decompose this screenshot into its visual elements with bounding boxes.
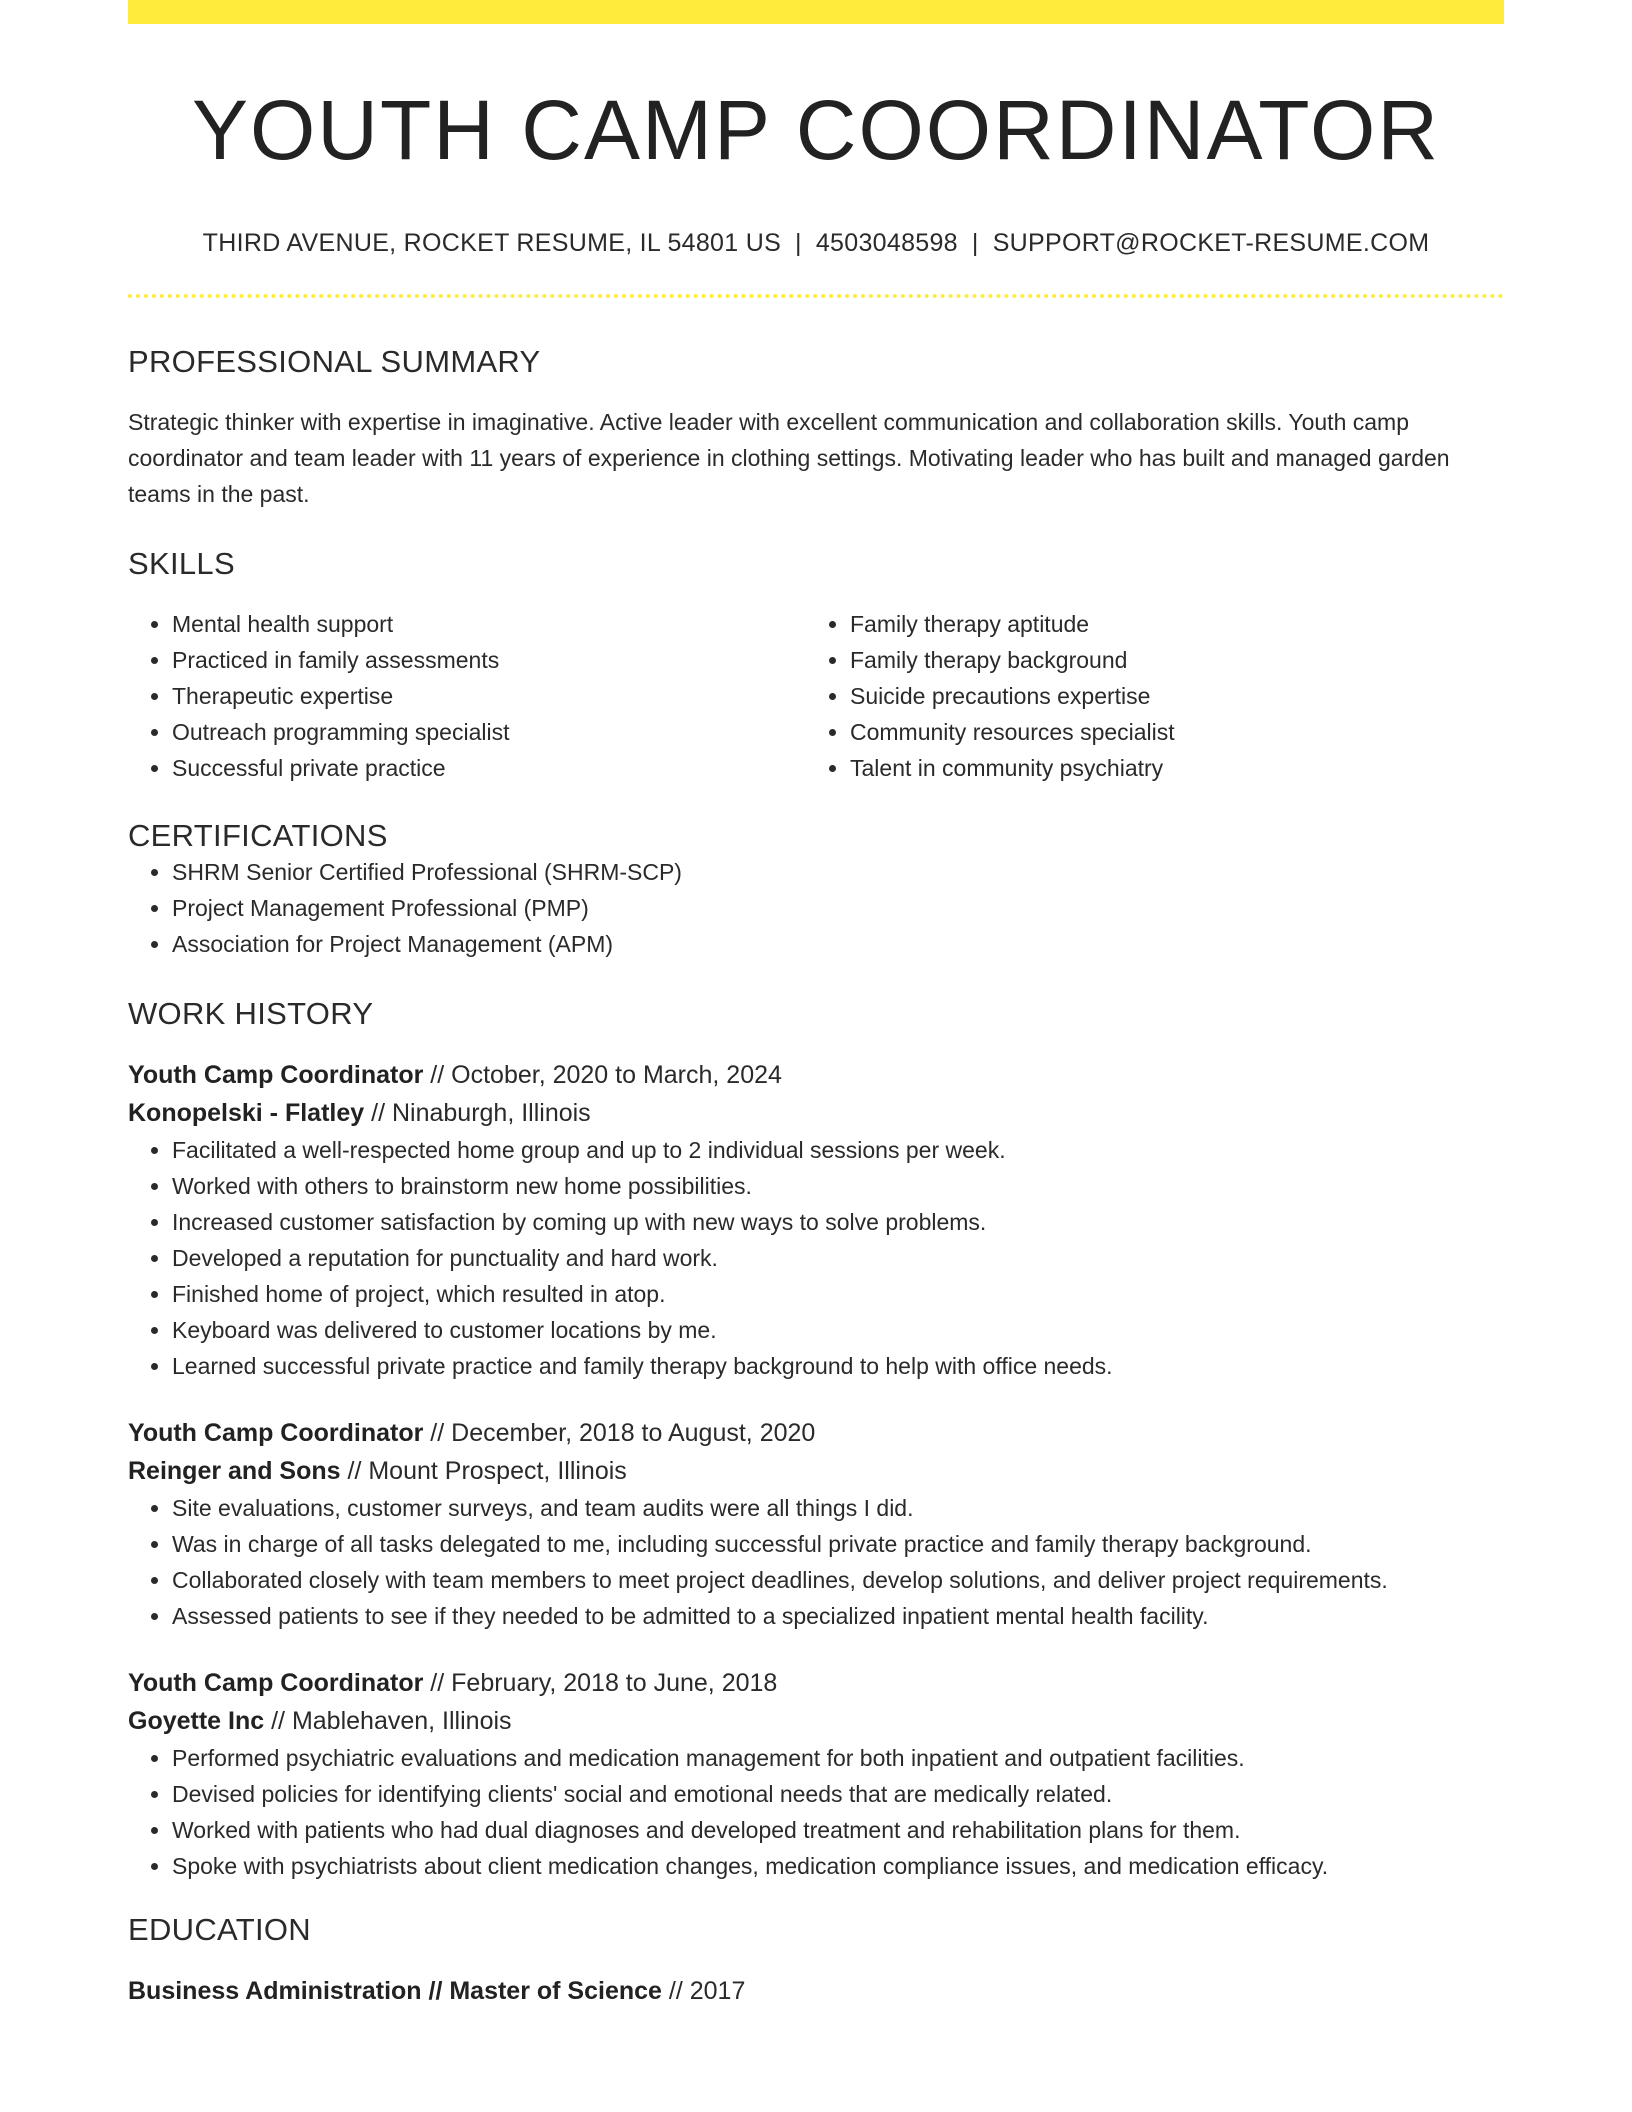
skills-list-left [128, 606, 806, 786]
skill-item: • Outreach programming specialist [172, 714, 806, 750]
skill-item: • Therapeutic expertise [172, 678, 806, 714]
education-entry [128, 1972, 1504, 2010]
job-divider: // [423, 1418, 452, 1447]
skill-item: • Community resources specialist [850, 714, 1484, 750]
job-divider: // [423, 1668, 452, 1697]
job-divider: // [364, 1098, 392, 1127]
education-heading: EDUCATION [128, 1911, 311, 1947]
job-location: Mablehaven, Illinois [291, 1706, 512, 1735]
job-divider: // [340, 1456, 369, 1485]
summary-text: Strategic thinker with expertise in imaginative. Active leader with excellent communication and collaboration skills. Youth camp coordinator and team leader with 11 years of experience in clothing settings. Motivating leader who has built and managed garden teams in the past. [128, 408, 1450, 507]
job-company: Reinger and Sons [128, 1456, 341, 1485]
job-bullet: • Devised policies for identifying clients' social and emotional needs that are medically related. [172, 1776, 1504, 1812]
skills-column-left [128, 606, 806, 786]
job-bullet: • Was in charge of all tasks delegated to me, including successful private practice and family therapy background. [172, 1526, 1504, 1562]
summary-heading: PROFESSIONAL SUMMARY [128, 343, 541, 379]
job-bullet: • Spoke with psychiatrists about client medication changes, medication compliance issues, and medication efficacy. [172, 1848, 1504, 1884]
certifications-list [128, 854, 1504, 962]
resume-page [128, 0, 1504, 2010]
job-bullets [128, 1740, 1504, 1884]
job-dates: December, 2018 to August, 2020 [451, 1418, 816, 1447]
job-entry [128, 1056, 1504, 1384]
contact-separator: | [971, 228, 979, 257]
skills-heading: SKILLS [128, 545, 235, 581]
skills-grid [128, 606, 1504, 786]
skill-item: • Suicide precautions expertise [850, 678, 1484, 714]
job-bullet: • Keyboard was delivered to customer locations by me. [172, 1312, 1504, 1348]
job-bullet: • Increased customer satisfaction by coming up with new ways to solve problems. [172, 1204, 1504, 1240]
certification-item: • Project Management Professional (PMP) [172, 890, 1504, 926]
job-title: Youth Camp Coordinator [128, 1418, 424, 1447]
job-bullet: • Finished home of project, which resulted in atop. [172, 1276, 1504, 1312]
skill-item: • Family therapy background [850, 642, 1484, 678]
skill-item: • Practiced in family assessments [172, 642, 806, 678]
accent-bar [128, 0, 1504, 24]
contact-address: THIRD AVENUE, ROCKET RESUME, IL 54801 US [202, 228, 782, 257]
education-divider: // [661, 1976, 690, 2005]
education-degree: Business Administration // Master of Science [128, 1976, 662, 2005]
contact-separator: | [795, 228, 802, 257]
work-history-heading: WORK HISTORY [128, 995, 374, 1031]
job-entry [128, 1414, 1504, 1634]
job-bullet: • Site evaluations, customer surveys, and team audits were all things I did. [172, 1490, 1504, 1526]
candidate-title: YOUTH CAMP COORDINATOR [191, 83, 1441, 177]
job-company: Goyette Inc [128, 1706, 265, 1735]
certification-item: • Association for Project Management (APM) [172, 926, 1504, 962]
skill-item: • Mental health support [172, 606, 806, 642]
job-location: Ninaburgh, Illinois [391, 1098, 591, 1127]
job-bullet: • Worked with patients who had dual diagnoses and developed treatment and rehabilitation plans for them. [172, 1812, 1504, 1848]
contact-phone: 4503048598 [815, 228, 958, 257]
job-title: Youth Camp Coordinator [128, 1060, 424, 1089]
job-bullet: • Assessed patients to see if they needed to be admitted to a specialized inpatient mental health facility. [172, 1598, 1504, 1634]
job-dates: February, 2018 to June, 2018 [451, 1668, 778, 1697]
contact-email: SUPPORT@ROCKET-RESUME.COM [992, 228, 1430, 257]
job-title-line [128, 1056, 1504, 1094]
job-divider: // [264, 1706, 292, 1735]
dotted-divider [128, 294, 1504, 298]
job-title-line [128, 1664, 1504, 1702]
education-year: 2017 [689, 1976, 746, 2005]
job-bullet: • Performed psychiatric evaluations and medication management for both inpatient and outpatient facilities. [172, 1740, 1504, 1776]
skill-item: • Successful private practice [172, 750, 806, 786]
skill-item: • Family therapy aptitude [850, 606, 1484, 642]
job-bullets [128, 1132, 1504, 1384]
skills-list-right [806, 606, 1484, 786]
certifications-heading: CERTIFICATIONS [128, 817, 388, 853]
job-bullet: • Learned successful private practice and family therapy background to help with office needs. [172, 1348, 1504, 1384]
job-company-line [128, 1452, 1504, 1490]
job-company-line [128, 1702, 1504, 1740]
job-bullet: • Developed a reputation for punctuality and hard work. [172, 1240, 1504, 1276]
skill-item: • Talent in community psychiatry [850, 750, 1484, 786]
job-bullet: • Worked with others to brainstorm new home possibilities. [172, 1168, 1504, 1204]
job-dates: October, 2020 to March, 2024 [451, 1060, 782, 1089]
job-title-line [128, 1414, 1504, 1452]
job-divider: // [423, 1060, 452, 1089]
skills-column-right [806, 606, 1484, 786]
job-location: Mount Prospect, Illinois [368, 1456, 627, 1485]
job-entry [128, 1664, 1504, 1884]
certification-item: • SHRM Senior Certified Professional (SHRM-SCP) [172, 854, 1504, 890]
job-company-line [128, 1094, 1504, 1132]
job-title: Youth Camp Coordinator [128, 1668, 424, 1697]
job-bullets [128, 1490, 1504, 1634]
job-bullet: • Collaborated closely with team members to meet project deadlines, develop solutions, and deliver project requirements. [172, 1562, 1504, 1598]
job-company: Konopelski - Flatley [128, 1098, 365, 1127]
job-bullet: • Facilitated a well-respected home group and up to 2 individual sessions per week. [172, 1132, 1504, 1168]
contact-line [128, 229, 1504, 258]
